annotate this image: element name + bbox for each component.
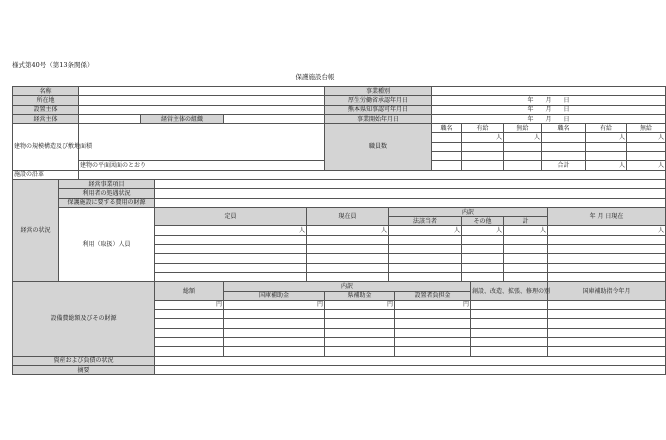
label-mhlw-approval: 厚生労働省承認年月日 bbox=[325, 96, 432, 105]
staff-cell[interactable] bbox=[462, 152, 504, 161]
total-value[interactable]: 人 bbox=[504, 226, 548, 235]
label-as-of-date: 年 月 日現在 bbox=[548, 207, 666, 226]
funding-cell[interactable] bbox=[395, 347, 471, 356]
current-value[interactable]: 人 bbox=[307, 226, 389, 235]
users-cell[interactable] bbox=[548, 245, 666, 254]
staff-cell[interactable] bbox=[627, 152, 666, 161]
label-founder: 設置主体 bbox=[13, 105, 79, 114]
staff-cell[interactable] bbox=[432, 161, 462, 170]
users-cell[interactable] bbox=[155, 245, 307, 254]
funding-cell[interactable] bbox=[471, 328, 548, 337]
funding-cell[interactable] bbox=[548, 319, 666, 328]
welfare-value[interactable]: 人 bbox=[389, 226, 462, 235]
users-cell[interactable] bbox=[548, 235, 666, 244]
users-cell[interactable] bbox=[504, 254, 548, 263]
users-cell[interactable] bbox=[504, 235, 548, 244]
label-history: 施設の沿革 bbox=[13, 170, 79, 179]
label-business-type: 事業種別 bbox=[325, 87, 432, 96]
pref-subsidy-value[interactable]: 円 bbox=[325, 300, 395, 309]
staff-header: 無給 bbox=[627, 124, 666, 133]
users-cell[interactable] bbox=[307, 263, 389, 272]
label-users: 利用（取扱）人員 bbox=[59, 207, 155, 281]
funding-cell[interactable] bbox=[224, 328, 325, 337]
label-staff-count: 職員数 bbox=[325, 124, 432, 170]
funding-cell[interactable] bbox=[325, 338, 395, 347]
staff-cell[interactable] bbox=[586, 142, 627, 151]
users-cell[interactable] bbox=[155, 272, 307, 281]
label-location: 所在地 bbox=[13, 96, 79, 105]
label-start-date: 事業開始年月日 bbox=[325, 114, 432, 123]
users-cell[interactable] bbox=[389, 263, 462, 272]
users-cell[interactable] bbox=[389, 272, 462, 281]
start-date[interactable]: 年 月 日 bbox=[432, 114, 666, 123]
funding-cell[interactable] bbox=[548, 347, 666, 356]
users-cell[interactable] bbox=[548, 263, 666, 272]
funding-cell[interactable] bbox=[395, 338, 471, 347]
users-cell[interactable] bbox=[504, 272, 548, 281]
funding-cell[interactable] bbox=[155, 310, 224, 319]
funding-cell[interactable] bbox=[224, 310, 325, 319]
remarks-field[interactable] bbox=[155, 365, 666, 374]
users-cell[interactable] bbox=[155, 254, 307, 263]
users-cell[interactable] bbox=[548, 272, 666, 281]
users-cell[interactable] bbox=[389, 245, 462, 254]
capacity-value[interactable]: 人 bbox=[155, 226, 307, 235]
cost-funding-field[interactable] bbox=[155, 198, 666, 207]
staff-cell[interactable] bbox=[542, 133, 586, 142]
label-total-amount: 総額 bbox=[155, 282, 224, 301]
operator-field[interactable] bbox=[79, 114, 141, 123]
staff-cell[interactable] bbox=[542, 142, 586, 151]
staff-cell[interactable] bbox=[586, 152, 627, 161]
funding-cell[interactable] bbox=[155, 338, 224, 347]
name-field[interactable] bbox=[79, 87, 325, 96]
staff-unit: 人 bbox=[462, 133, 504, 142]
pref-approval-date[interactable]: 年 月 日 bbox=[432, 105, 666, 114]
total-amount-value[interactable]: 円 bbox=[155, 300, 224, 309]
funding-cell[interactable] bbox=[325, 319, 395, 328]
business-type-field[interactable] bbox=[432, 87, 666, 96]
label-equipment-cost: 設備費総額及びその財源 bbox=[13, 282, 155, 356]
users-cell[interactable] bbox=[504, 245, 548, 254]
label-remarks: 摘要 bbox=[13, 365, 155, 374]
staff-header: 有給 bbox=[586, 124, 627, 133]
staff-total-label: 合計 bbox=[542, 161, 586, 170]
label-name: 名称 bbox=[13, 87, 79, 96]
location-field[interactable] bbox=[79, 96, 325, 105]
funding-cell[interactable] bbox=[155, 347, 224, 356]
staff-header: 無給 bbox=[504, 124, 542, 133]
staff-cell[interactable] bbox=[432, 152, 462, 161]
national-subsidy-value[interactable]: 円 bbox=[224, 300, 325, 309]
staff-header: 職名 bbox=[542, 124, 586, 133]
history-field[interactable] bbox=[79, 170, 666, 179]
funding-cell[interactable] bbox=[224, 338, 325, 347]
facility-ledger-table bbox=[12, 86, 666, 375]
staff-unit: 人 bbox=[504, 133, 542, 142]
staff-header: 職名 bbox=[432, 124, 462, 133]
funding-cell[interactable] bbox=[224, 319, 325, 328]
funding-cell[interactable] bbox=[325, 328, 395, 337]
users-cell[interactable] bbox=[307, 254, 389, 263]
users-cell[interactable] bbox=[462, 235, 504, 244]
form-number: 様式第40号（第13条関係） bbox=[12, 61, 94, 69]
staff-cell[interactable] bbox=[432, 142, 462, 151]
staff-unit: 人 bbox=[586, 133, 627, 142]
users-cell[interactable] bbox=[307, 245, 389, 254]
staff-cell[interactable] bbox=[462, 142, 504, 151]
staff-cell[interactable] bbox=[504, 142, 542, 151]
users-cell[interactable] bbox=[155, 235, 307, 244]
users-cell[interactable] bbox=[307, 235, 389, 244]
funding-cell[interactable] bbox=[548, 310, 666, 319]
funding-cell[interactable] bbox=[548, 338, 666, 347]
users-cell[interactable] bbox=[462, 263, 504, 272]
funding-cell[interactable] bbox=[325, 347, 395, 356]
project-kind-value[interactable] bbox=[471, 300, 548, 309]
page-title: 保護施設台帳 bbox=[295, 73, 335, 81]
label-founder-burden: 設置者負担金 bbox=[395, 291, 471, 300]
label-funding-breakdown: 内訳 bbox=[224, 282, 471, 291]
label-cost-funding: 保護施設に要する費用の財源 bbox=[59, 198, 155, 207]
staff-cell[interactable] bbox=[504, 152, 542, 161]
users-cell[interactable] bbox=[389, 235, 462, 244]
label-national-subsidy: 国庫補助金 bbox=[224, 291, 325, 300]
staff-cell[interactable] bbox=[542, 152, 586, 161]
staff-cell[interactable] bbox=[462, 161, 504, 170]
staff-cell[interactable] bbox=[627, 142, 666, 151]
funding-cell[interactable] bbox=[325, 310, 395, 319]
floor-plan-note: 建物の平面図面のとおり bbox=[79, 161, 325, 170]
label-business-items: 経営事業項目 bbox=[59, 179, 155, 188]
business-items-field[interactable] bbox=[155, 179, 666, 188]
funding-cell[interactable] bbox=[395, 328, 471, 337]
building-scale-field[interactable] bbox=[79, 124, 325, 161]
founder-field[interactable] bbox=[79, 105, 325, 114]
label-operator-org: 経営主体の組織 bbox=[141, 114, 224, 123]
users-cell[interactable] bbox=[462, 245, 504, 254]
label-pref-subsidy: 県補助金 bbox=[325, 291, 395, 300]
label-subsidy-order-date: 国庫補助指令年月 bbox=[548, 282, 666, 301]
label-welfare-recipients: 法該当者 bbox=[389, 217, 462, 226]
label-pref-approval: 熊本県知事認可年月日 bbox=[325, 105, 432, 114]
funding-cell[interactable] bbox=[471, 310, 548, 319]
others-value[interactable]: 人 bbox=[462, 226, 504, 235]
staff-cell[interactable] bbox=[504, 161, 542, 170]
label-others: その他 bbox=[462, 217, 504, 226]
users-cell[interactable] bbox=[548, 254, 666, 263]
funding-cell[interactable] bbox=[155, 328, 224, 337]
as-of-value[interactable]: 人 bbox=[548, 226, 666, 235]
users-cell[interactable] bbox=[155, 263, 307, 272]
label-assets: 資産および負債の状況 bbox=[13, 356, 155, 365]
users-cell[interactable] bbox=[504, 263, 548, 272]
staff-header: 有給 bbox=[462, 124, 504, 133]
users-cell[interactable] bbox=[462, 272, 504, 281]
operator-org-field[interactable] bbox=[224, 114, 325, 123]
staff-unit: 人 bbox=[627, 161, 666, 170]
funding-cell[interactable] bbox=[471, 319, 548, 328]
funding-cell[interactable] bbox=[395, 319, 471, 328]
label-total: 計 bbox=[504, 217, 548, 226]
label-current: 現在員 bbox=[307, 207, 389, 226]
subsidy-order-date-value[interactable] bbox=[548, 300, 666, 309]
funding-cell[interactable] bbox=[395, 310, 471, 319]
funding-cell[interactable] bbox=[155, 319, 224, 328]
label-project-kind: 創設、改造、拡張、修理の別 bbox=[471, 282, 548, 301]
funding-cell[interactable] bbox=[224, 347, 325, 356]
label-operator: 経営主体 bbox=[13, 114, 79, 123]
users-cell[interactable] bbox=[389, 254, 462, 263]
assets-field[interactable] bbox=[155, 356, 666, 365]
label-user-treatment: 利用者の処遇状況 bbox=[59, 189, 155, 198]
funding-cell[interactable] bbox=[548, 328, 666, 337]
funding-cell[interactable] bbox=[471, 338, 548, 347]
mhlw-approval-date[interactable]: 年 月 日 bbox=[432, 96, 666, 105]
label-breakdown: 内訳 bbox=[389, 207, 548, 216]
funding-cell[interactable] bbox=[471, 347, 548, 356]
user-treatment-field[interactable] bbox=[155, 189, 666, 198]
label-capacity: 定員 bbox=[155, 207, 307, 226]
founder-burden-value[interactable]: 円 bbox=[395, 300, 471, 309]
staff-unit: 人 bbox=[586, 161, 627, 170]
label-building-scale: 建物の規模構造及び敷地面積 bbox=[13, 124, 79, 170]
users-cell[interactable] bbox=[307, 272, 389, 281]
users-cell[interactable] bbox=[462, 254, 504, 263]
staff-unit: 人 bbox=[627, 133, 666, 142]
label-management-status: 経営の状況 bbox=[13, 179, 59, 281]
staff-cell[interactable] bbox=[432, 133, 462, 142]
